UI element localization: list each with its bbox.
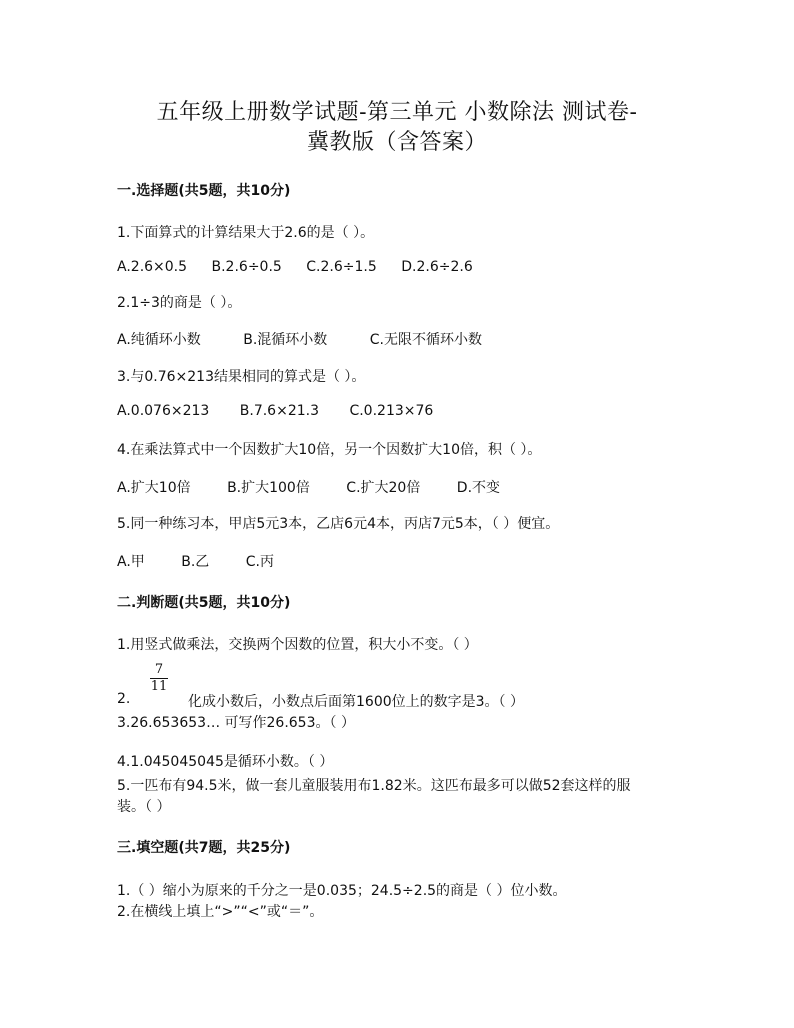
question-text: 1.下面算式的计算结果大于2.6的是（ ）。 [117,225,375,241]
question-options [117,403,453,419]
question-text: 4.1.045045045是循环小数。（ ） [117,754,334,770]
question-options [117,477,520,497]
option: B.7.6×21.3 [239,403,319,419]
question-options [117,329,502,349]
question-text: 4.在乘法算式中一个因数扩大10倍，另一个因数扩大10倍，积（ ）。 [117,442,542,458]
question-text: 5.一匹布有94.5米，做一套儿童服装用布1.82米。这匹布最多可以做52套这样的服 [117,778,631,794]
option: A.甲 [117,554,145,570]
question-number: 2. [117,691,131,707]
option: C.0.213×76 [349,403,434,419]
question-options [117,551,294,571]
section-heading-choice: 一.选择题(共5题，共10分) [117,183,291,199]
option: B.混循环小数 [243,332,328,348]
document-title-line-2: 冀教版（含答案） [306,130,487,155]
section-heading-fill-blank: 三.填空题(共7题，共25分) [117,840,291,856]
option: D.不变 [456,480,501,496]
option: B.乙 [181,554,210,570]
option: A.纯循环小数 [117,332,201,348]
fraction-numerator: 7 [150,662,168,679]
question-text: 3.与0.76×213结果相同的算式是（ ）。 [117,369,366,385]
question-text: 2.在横线上填上“>”“<”或“＝”。 [117,904,324,920]
option: B.2.6÷0.5 [211,259,282,275]
question-text: 2.1÷3的商是（ ）。 [117,295,242,311]
question-text: 化成小数后，小数点后面第1600位上的数字是3。（ ） [188,694,524,710]
option: C.2.6÷1.5 [306,259,377,275]
option: A.扩大10倍 [117,480,191,496]
option: B.扩大100倍 [227,480,310,496]
question-options [117,259,493,275]
option: A.0.076×213 [117,403,210,419]
option: C.扩大20倍 [346,480,421,496]
question-text: 1.用竖式做乘法，交换两个因数的位置，积大小不变。（ ） [117,637,478,653]
option: A.2.6×0.5 [117,259,188,275]
option: C.丙 [245,554,274,570]
section-heading-true-false: 二.判断题(共5题，共10分) [117,595,291,611]
fraction-denominator: 11 [150,679,168,694]
question-text: 1.（ ）缩小为原来的千分之一是0.035；24.5÷2.5的商是（ ）位小数。 [117,883,567,899]
question-text: 5.同一种练习本，甲店5元3本，乙店6元4本，丙店7元5本，（ ）便宜。 [117,516,560,532]
option: D.2.6÷2.6 [401,259,473,275]
question-text-continued: 装。（ ） [117,799,171,815]
option: C.无限不循环小数 [369,332,482,348]
question-text: 3.26.653653… 可写作26.653。（ ） [117,715,355,731]
fraction [150,662,168,695]
document-title-line-1: 五年级上册数学试题-第三单元 小数除法 测试卷- [156,100,638,125]
